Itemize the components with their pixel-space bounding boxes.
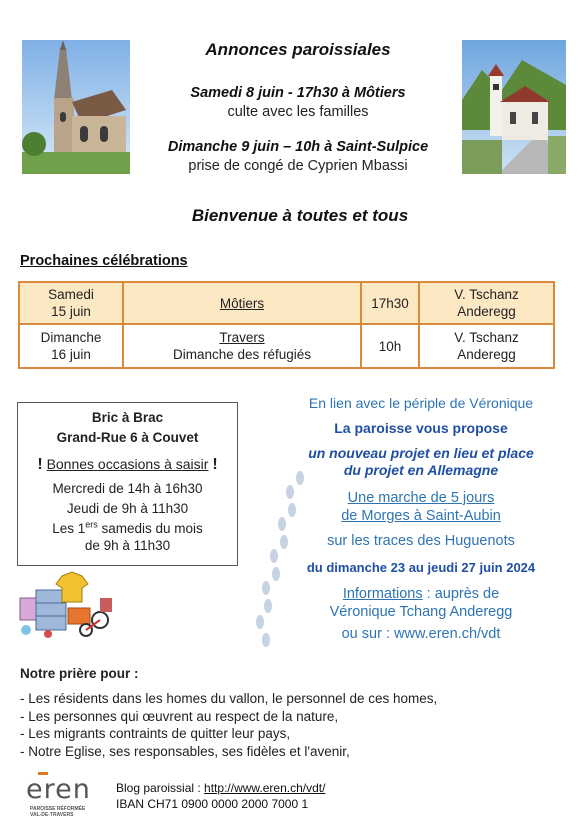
bric-title: Bric à Brac <box>91 410 164 425</box>
event-sunday: Dimanche 9 juin – 10h à Saint-Sulpice <box>167 139 429 155</box>
place-link-motiers[interactable]: Môtiers <box>219 295 265 311</box>
walk-march-line2: de Morges à Saint-Aubin <box>341 508 501 524</box>
prayer-heading: Notre prière pour : <box>20 666 139 681</box>
bric-address: Grand-Rue 6 à Couvet <box>56 430 199 445</box>
list-item: - Notre Eglise, ses responsables, ses fidèles et l'avenir, <box>20 743 437 761</box>
walk-project-line1: un nouveau projet en lieu et place <box>308 445 534 461</box>
table-cell-time: 17h30 <box>361 282 419 324</box>
bric-hours-saturday: Les 1ers samedis du mois <box>52 519 203 536</box>
walk-intro: En lien avec le périple de Véronique <box>308 395 534 411</box>
table-cell-place <box>123 282 361 324</box>
bric-a-brac-box <box>17 402 238 566</box>
bric-hours-wednesday: Mercredi de 14h à 16h30 <box>52 481 203 496</box>
church-motiers-photo <box>22 40 130 174</box>
table-cell-date: Dimanche 16 juin <box>19 324 123 368</box>
blog-link[interactable]: http://www.eren.ch/vdt/ <box>204 781 326 795</box>
prayer-list <box>20 690 437 760</box>
table-cell-time: 10h <box>361 324 419 368</box>
table-row <box>19 282 554 324</box>
celebrations-table <box>18 281 555 369</box>
bric-hours-saturday-time: de 9h à 11h30 <box>84 538 171 553</box>
table-cell-minister: V. Tschanz Anderegg <box>419 282 554 324</box>
bric-hours-thursday: Jeudi de 9h à 11h30 <box>66 501 189 516</box>
eren-logo: eren PAROISSE RÉFORMÉE VAL-DE-TRAVERS <box>26 774 91 818</box>
footer-info <box>116 780 325 812</box>
walk-project-line2: du projet en Allemagne <box>343 462 499 478</box>
event-saturday-description: culte avec les familles <box>227 104 369 120</box>
walk-traces: sur les traces des Huguenots <box>327 533 515 549</box>
list-item: - Les migrants contraints de quitter leur pays, <box>20 725 437 743</box>
walk-info-website: ou sur : www.eren.ch/vdt <box>341 626 501 642</box>
table-row <box>19 324 554 368</box>
blog-line: Blog paroissial : http://www.eren.ch/vdt/ <box>116 781 326 795</box>
table-cell-minister: V. Tschanz Anderegg <box>419 324 554 368</box>
table-cell-date: Samedi 15 juin <box>19 282 123 324</box>
iban-line: IBAN CH71 0900 0000 2000 7000 1 <box>116 797 309 811</box>
table-cell-place <box>123 324 361 368</box>
place-note: Dimanche des réfugiés <box>172 347 312 362</box>
church-saint-sulpice-photo <box>462 40 566 174</box>
list-item: - Les personnes qui œuvrent au respect de la nature, <box>20 708 437 726</box>
walk-dates: du dimanche 23 au jeudi 27 juin 2024 <box>306 560 536 575</box>
walk-title: La paroisse vous propose <box>334 420 508 436</box>
event-saturday: Samedi 8 juin - 17h30 à Môtiers <box>190 85 406 101</box>
walk-info: Informations : auprès de <box>342 586 500 602</box>
welcome-message: Bienvenue à toutes et tous <box>191 206 409 225</box>
walk-march-line1: Une marche de 5 jours <box>347 490 495 506</box>
list-item: - Les résidents dans les homes du vallon, le personnel de ces homes, <box>20 690 437 708</box>
celebrations-heading: Prochaines célébrations <box>20 253 188 269</box>
event-sunday-description: prise de congé de Cyprien Mbassi <box>188 158 408 174</box>
bric-tagline: ! Bonnes occasions à saisir ! <box>37 456 218 473</box>
walk-info-name: Véronique Tchang Anderegg <box>329 604 513 620</box>
place-link-travers[interactable]: Travers <box>219 330 265 345</box>
page-title: Annonces paroissiales <box>205 40 391 59</box>
bric-a-brac-illustration <box>16 568 118 640</box>
